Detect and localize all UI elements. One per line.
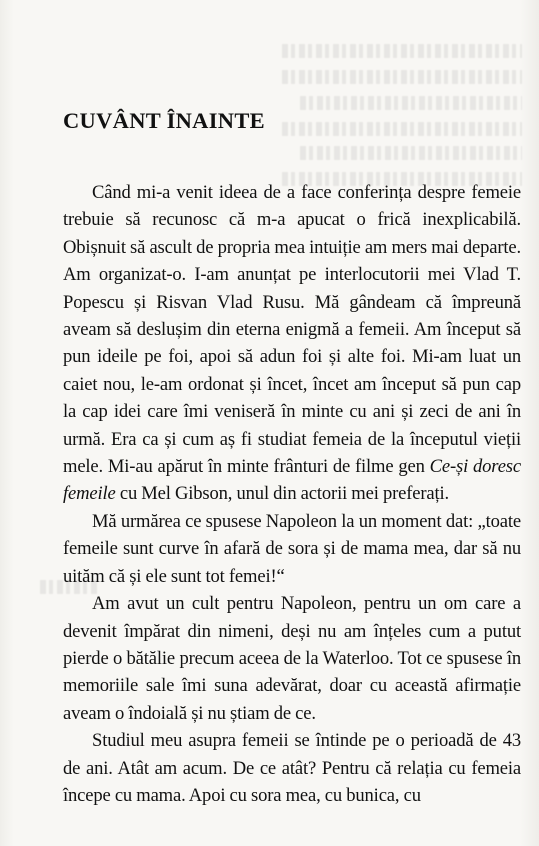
paragraph-1-text: Când mi-a venit ideea de a face conferința despre femeie trebuie să recunosc că m-a apucat o frică inexplicabilă. Obișnuit să ascult de propria mea intuiție am mers mai departe. Am organizat-o. I-am anunțat pe interlocutorii mei Vlad T. Popescu și Risvan Vlad Rusu. Mă gândeam că împreună aveam să deslușim din eterna enigmă a femeii. Am început să pun ideile pe foi, apoi să adun foi și alte foi. Mi-am luat un caiet nou, le-am ordonat și încet, încet am început să pun cap la cap idei care îmi veniseră în minte cu ani și zeci de ani în urmă. Era ca și cum aș fi studiat femeia de la începutul vieții mele. Mi-au apărut în minte frânturi de filme gen xyxy=(63,182,521,478)
paragraph-2: Mă urmărea ce spusese Napoleon la un moment dat: „toate femeile sunt curve în afară de sora și de mama mea, dar să nu uităm că și ele sunt tot femei!“ xyxy=(63,510,521,587)
film-title: Ce-și doresc femeile xyxy=(63,456,521,505)
paragraph-1 xyxy=(63,179,521,508)
paragraph-3: Am avut un cult pentru Napoleon, pentru un om care a devenit împărat din nimeni, deși nu am înțeles cum a putut pierde o bătălie precum aceea de la Waterloo. Tot ce spusese în memoriile sale îmi suna adevărat, doar cu această afirmație aveam o îndoială și nu știam de ce. xyxy=(63,593,521,724)
paragraph-4: Studiul meu asupra femeii se întinde pe o perioadă de 43 de ani. Atât am acum. De ce atât? Pentru că relația cu femeia începe cu mama. Apoi cu sora mea, cu bunica, cu xyxy=(63,730,521,806)
page-content xyxy=(63,106,521,809)
paragraph-1-tail: cu Mel Gibson, unul din actorii mei preferați. xyxy=(115,483,450,505)
chapter-title: CUVÂNT ÎNAINTE xyxy=(63,108,265,133)
